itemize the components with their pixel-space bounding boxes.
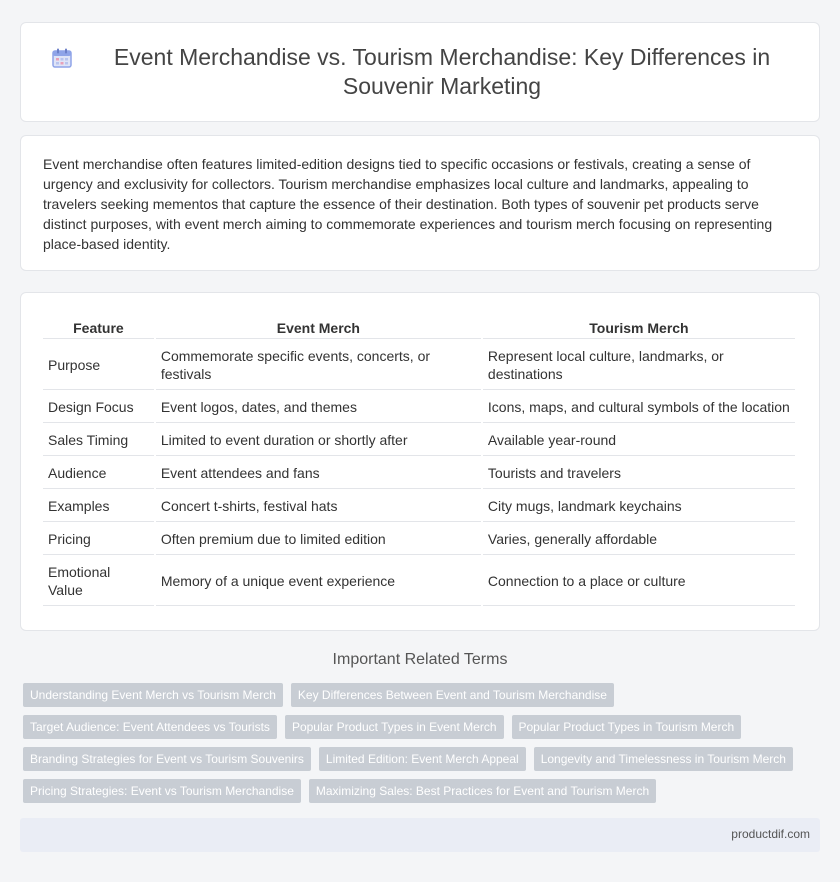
comparison-card bbox=[20, 292, 820, 631]
table-row bbox=[43, 491, 795, 522]
related-term-link[interactable]: Maximizing Sales: Best Practices for Event and Tourism Merch bbox=[309, 779, 656, 803]
tourism-merch-cell: Varies, generally affordable bbox=[483, 524, 795, 555]
tourism-merch-cell: Represent local culture, landmarks, or destinations bbox=[483, 341, 795, 390]
footer-site: productdif.com bbox=[731, 827, 810, 841]
feature-cell: Design Focus bbox=[43, 392, 154, 423]
related-term-link[interactable]: Target Audience: Event Attendees vs Tourists bbox=[23, 715, 277, 739]
tourism-merch-cell: Icons, maps, and cultural symbols of the location bbox=[483, 392, 795, 423]
tourism-merch-cell: Connection to a place or culture bbox=[483, 557, 795, 606]
event-merch-cell: Memory of a unique event experience bbox=[156, 557, 481, 606]
calendar-icon bbox=[51, 47, 73, 69]
comparison-table bbox=[41, 315, 797, 608]
feature-cell: Audience bbox=[43, 458, 154, 489]
table-row bbox=[43, 557, 795, 606]
intro-text: Event merchandise often features limited-edition designs tied to specific occasions or festivals, creating a sense of urgency and exclusivity for collectors. Tourism merchandise emphasizes local culture and landmarks, appealing to travelers seeking mementos that capture the essence of their destination. Both types of souvenir pet products serve distinct purposes, with event merch aiming to commemorate experiences and tourism merch focusing on representing place-based identity. bbox=[43, 156, 773, 252]
related-term-link[interactable]: Understanding Event Merch vs Tourism Merch bbox=[23, 683, 283, 707]
header-card bbox=[20, 22, 820, 122]
event-merch-cell: Event logos, dates, and themes bbox=[156, 392, 481, 423]
feature-cell: Emotional Value bbox=[43, 557, 154, 606]
related-terms-heading: Important Related Terms bbox=[332, 651, 508, 668]
event-merch-cell: Concert t-shirts, festival hats bbox=[156, 491, 481, 522]
tourism-merch-cell: Tourists and travelers bbox=[483, 458, 795, 489]
feature-cell: Examples bbox=[43, 491, 154, 522]
related-term-link[interactable]: Branding Strategies for Event vs Tourism Souvenirs bbox=[23, 747, 311, 771]
table-row bbox=[43, 341, 795, 390]
feature-cell: Sales Timing bbox=[43, 425, 154, 456]
related-term-link[interactable]: Longevity and Timelessness in Tourism Merch bbox=[534, 747, 793, 771]
header-tourism-merch: Tourism Merch bbox=[483, 317, 795, 339]
event-merch-cell: Event attendees and fans bbox=[156, 458, 481, 489]
header-feature: Feature bbox=[43, 317, 154, 339]
footer bbox=[20, 818, 820, 852]
feature-cell: Pricing bbox=[43, 524, 154, 555]
table-row bbox=[43, 392, 795, 423]
related-term-link[interactable]: Limited Edition: Event Merch Appeal bbox=[319, 747, 526, 771]
table-row bbox=[43, 458, 795, 489]
table-row bbox=[43, 524, 795, 555]
table-header-row bbox=[43, 317, 795, 339]
page-title: Event Merchandise vs. Tourism Merchandise: Key Differences in Souvenir Marketing bbox=[113, 44, 771, 99]
related-term-link[interactable]: Key Differences Between Event and Tourism Merchandise bbox=[291, 683, 614, 707]
event-merch-cell: Often premium due to limited edition bbox=[156, 524, 481, 555]
intro-card bbox=[20, 135, 820, 271]
related-term-link[interactable]: Popular Product Types in Event Merch bbox=[285, 715, 504, 739]
feature-cell: Purpose bbox=[43, 341, 154, 390]
related-term-link[interactable]: Popular Product Types in Tourism Merch bbox=[512, 715, 742, 739]
tourism-merch-cell: Available year-round bbox=[483, 425, 795, 456]
table-row bbox=[43, 425, 795, 456]
related-term-link[interactable]: Pricing Strategies: Event vs Tourism Merchandise bbox=[23, 779, 301, 803]
related-terms-list bbox=[23, 683, 813, 803]
header-event-merch: Event Merch bbox=[156, 317, 481, 339]
event-merch-cell: Commemorate specific events, concerts, or festivals bbox=[156, 341, 481, 390]
tourism-merch-cell: City mugs, landmark keychains bbox=[483, 491, 795, 522]
event-merch-cell: Limited to event duration or shortly after bbox=[156, 425, 481, 456]
